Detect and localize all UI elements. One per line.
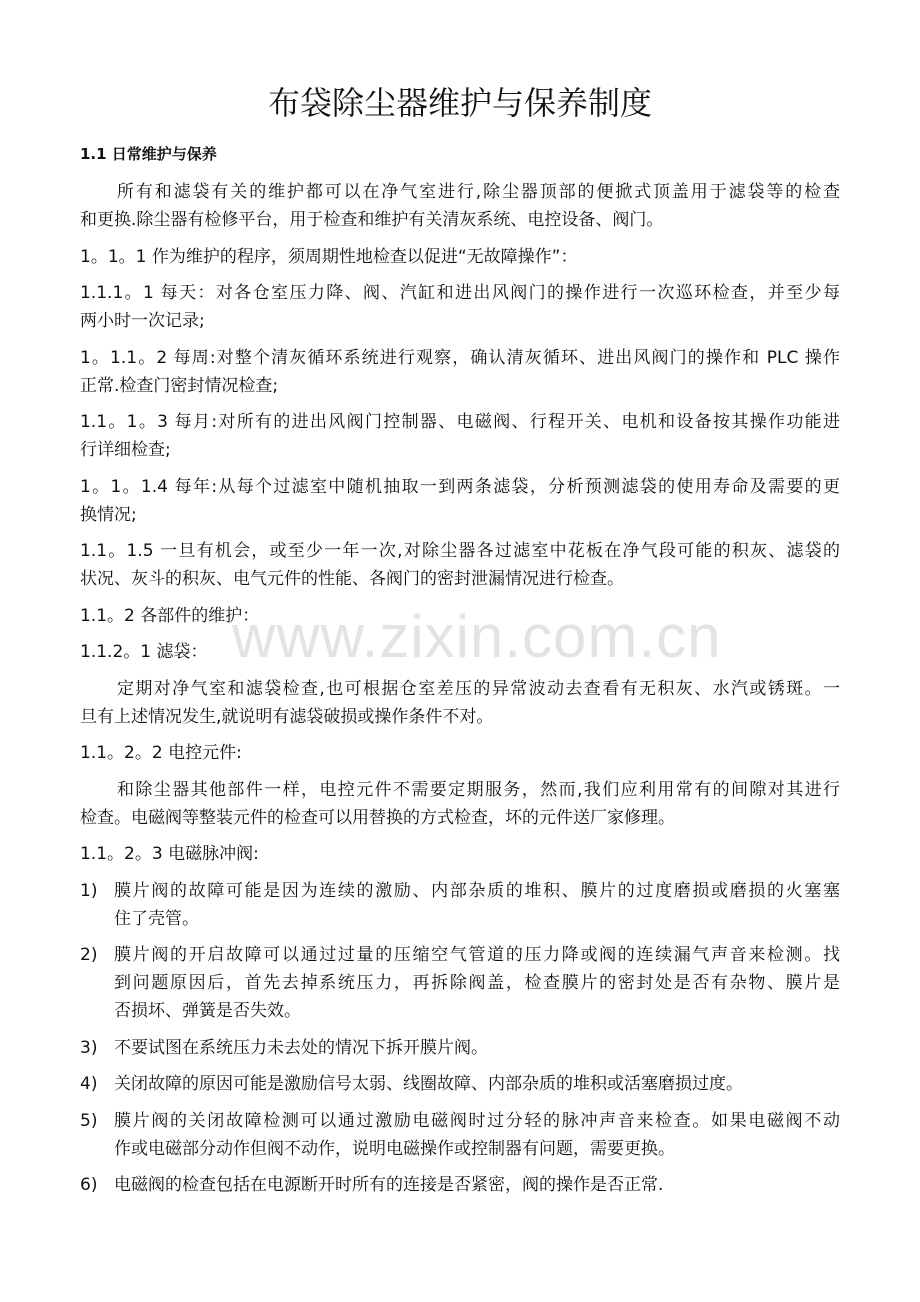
text-line: 定期对净气室和滤袋检查,也可根据仓室差压的异常波动去查看有无积灰、水汽或锈斑。一 <box>117 678 840 699</box>
text-line: 换情况; <box>80 504 137 525</box>
list-number: 5) <box>80 1110 98 1131</box>
text-line: 到问题原因后，首先去掉系统压力，再拆除阀盖，检查膜片的密封处是否有杂物、膜片是 <box>114 973 840 993</box>
text-line: 和除尘器其他部件一样，电控元件不需要定期服务，然而,我们应利用常有的间隙对其进行 <box>117 779 840 800</box>
list-item-text <box>114 1107 840 1163</box>
text-line: 电磁阀的检查包括在电源断开时所有的连接是否紧密，阀的操作是否正常. <box>114 1175 664 1195</box>
section-heading: 1.1 日常维护与保养 <box>80 145 217 163</box>
document-body <box>80 178 840 868</box>
numbered-paragraph <box>80 279 840 335</box>
list-item <box>80 877 840 933</box>
paragraph <box>80 178 840 234</box>
text-line: 状况、灰斗的积灰、电气元件的性能、各阀门的密封泄漏情况进行检查。 <box>80 569 624 589</box>
text-line: 两小时一次记录; <box>80 311 205 331</box>
watermark: www.zixin.com.cn <box>232 603 722 670</box>
paragraph <box>80 776 840 832</box>
text-line: 1.1。1.5 一旦有机会，或至少一年一次,对除尘器各过滤室中花板在净气段可能的积灰、滤袋的 <box>80 541 840 561</box>
list-item-text <box>114 941 840 1025</box>
numbered-paragraph <box>80 638 840 666</box>
list-number: 1) <box>80 880 98 901</box>
text-line: 1.1。2。2 电控元件: <box>80 743 242 763</box>
list-item <box>80 1171 840 1199</box>
text-line: 不要试图在系统压力未去处的情况下拆开膜片阀。 <box>114 1037 488 1058</box>
text-line: 1.1.2。1 滤袋： <box>80 642 208 662</box>
numbered-paragraph <box>80 537 840 593</box>
numbered-paragraph <box>80 473 840 529</box>
numbered-paragraph <box>80 408 840 464</box>
list-item <box>80 1034 840 1062</box>
text-line: 住了壳管。 <box>114 908 199 929</box>
list-number: 6) <box>80 1175 98 1195</box>
list-item-text <box>114 1171 840 1199</box>
list-item <box>80 1070 840 1098</box>
text-line: 行详细检查; <box>80 440 171 460</box>
document-title: 布袋除尘器维护与保养制度 <box>267 84 652 122</box>
list-item-text <box>114 877 840 933</box>
list-item <box>80 941 840 1025</box>
list-number: 2) <box>80 945 98 965</box>
text-line: 旦有上述情况发生,就说明有滤袋破损或操作条件不对。 <box>80 706 494 727</box>
text-line: 1.1。2 各部件的维护： <box>80 605 260 626</box>
text-line: 1。1。1 作为维护的程序，须周期性地检查以促进“无故障操作”： <box>80 246 578 267</box>
list-item <box>80 1107 840 1163</box>
list-item-text <box>114 1034 840 1062</box>
text-line: 1.1。2。3 电磁脉冲阀: <box>80 844 259 864</box>
numbered-paragraph <box>80 739 840 767</box>
numbered-paragraph <box>80 602 840 630</box>
text-line: 1。1。1.4 每年:从每个过滤室中随机抽取一到两条滤袋，分析预测滤袋的使用寿命及需要的更 <box>80 476 840 497</box>
numbered-list <box>80 877 840 1200</box>
text-line: 检查。电磁阀等整装元件的检查可以用替换的方式检查，坏的元件送厂家修理。 <box>80 807 675 828</box>
text-line: 所有和滤袋有关的维护都可以在净气室进行,除尘器顶部的便掀式顶盖用于滤袋等的检查 <box>117 182 840 202</box>
list-item-text <box>114 1070 840 1098</box>
text-line: 1.1.1。1 每天：对各仓室压力降、阀、汽缸和进出风阀门的操作进行一次巡环检查，并至少每 <box>80 283 840 303</box>
text-line: 正常.检查门密封情况检查; <box>80 375 279 396</box>
numbered-paragraph <box>80 243 840 271</box>
text-line: 膜片阀的开启故障可以通过过量的压缩空气管道的压力降或阀的连续漏气声音来检测。找 <box>114 945 840 965</box>
text-line: 否损坏、弹簧是否失效。 <box>114 1001 301 1021</box>
list-number: 4) <box>80 1074 98 1094</box>
numbered-paragraph <box>80 840 840 868</box>
paragraph <box>80 675 840 731</box>
text-line: 1。1.1。2 每周:对整个清灰循环系统进行观察，确认清灰循环、进出风阀门的操作和 PLC 操作 <box>80 347 840 368</box>
text-line: 和更换.除尘器有检修平台，用于检查和维护有关清灰系统、电控设备、阀门。 <box>80 210 664 230</box>
text-line: 1.1。1。3 每月:对所有的进出风阀门控制器、电磁阀、行程开关、电机和设备按其操作功能进 <box>80 412 840 432</box>
document-page <box>80 80 840 1208</box>
list-number: 3) <box>80 1037 98 1058</box>
text-line: 膜片阀的故障可能是因为连续的激励、内部杂质的堆积、膜片的过度磨损或磨损的火塞塞 <box>114 880 840 901</box>
text-line: 关闭故障的原因可能是激励信号太弱、线圈故障、内部杂质的堆积或活塞磨损过度。 <box>114 1074 743 1094</box>
text-line: 作或电磁部分动作但阀不动作，说明电磁操作或控制器有问题，需要更换。 <box>114 1138 675 1159</box>
numbered-paragraph <box>80 344 840 400</box>
text-line: 膜片阀的关闭故障检测可以通过激励电磁阀时过分轻的脉冲声音来检查。如果电磁阀不动 <box>114 1110 840 1131</box>
